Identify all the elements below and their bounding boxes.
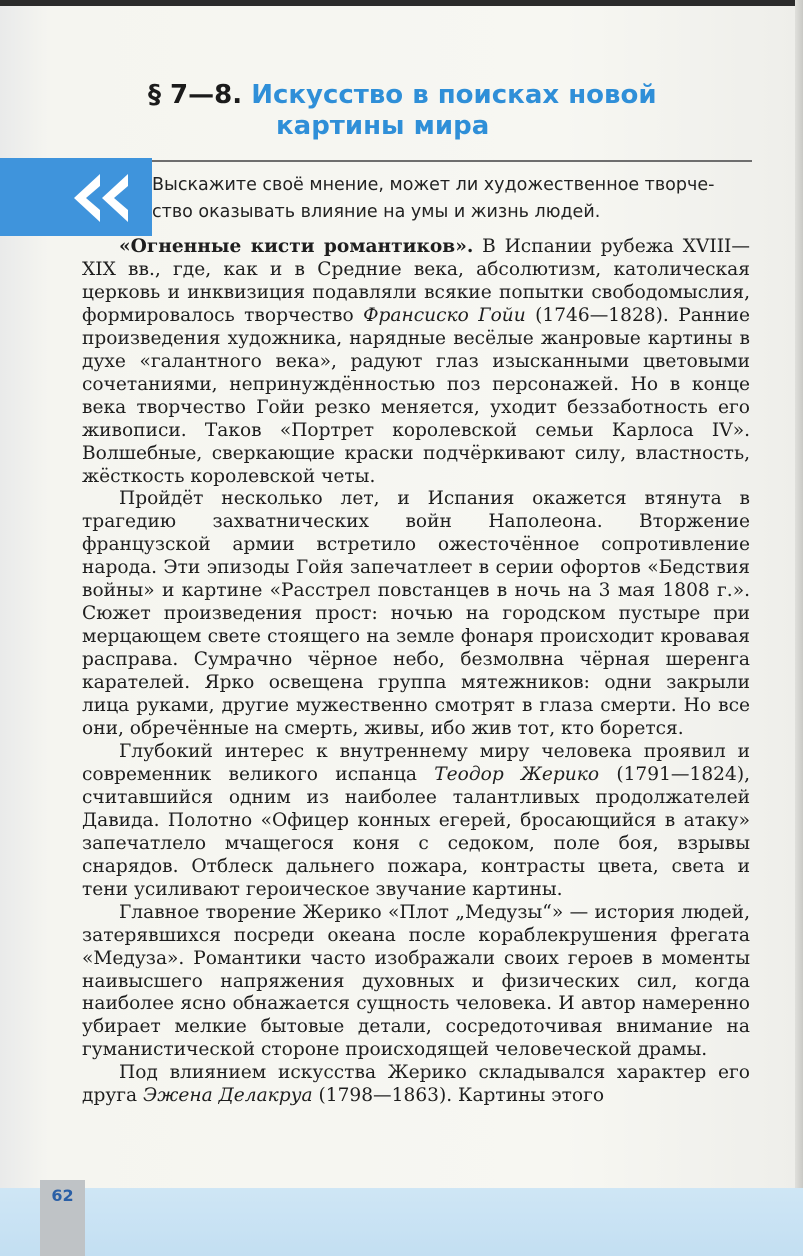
page-right-edge <box>795 0 803 1256</box>
page-title <box>148 80 768 142</box>
footer-band <box>0 1188 803 1256</box>
artist-name: Эжена Делакруа <box>143 1085 313 1107</box>
page-top-edge <box>0 0 803 6</box>
paragraph <box>82 236 750 488</box>
artist-name: Теодор Жерико <box>434 763 600 785</box>
paragraph-text: (1798—1863). Картины этого <box>312 1085 605 1107</box>
section-title-line1: Искусство в поисках новой <box>251 80 657 110</box>
paragraph-text: (1746—1828). Ранние произведения художника, нарядные весёлые жанровые картины в духе «галантного века», радуют глаз изысканными цветовыми сочетаниями, непринуждённостью поз персонажей. Но в конце века творчество Гойи резко меняется, уходит беззаботность его живописи. Таков «Портрет королевской семьи Карлоса IV». Волшебные, сверкающие краски подчёркивают силу, властность, жёсткость королевской четы. <box>82 304 750 487</box>
paragraph: Пройдёт несколько лет, и Испания окажется втянута в трагедию захватнических войн Наполеона. Вторжение французской армии встретило ожесточённое сопротивление народа. Эти эпизоды Гойя запечатлеет в серии офортов «Бедствия войны» и картине «Расстрел повстанцев в ночь на 3 мая 1808 г.». Сюжет произведения прост: ночью на городском пустыре при мерцающем свете стоящего на земле фонаря происходит кровавая расправа. Сумрачно чёрное небо, безмолвна чёрная шеренга карателей. Ярко освещена группа мятежников: одни закрыли лица руками, другие мужественно смотрят в глаза смерти. Но все они, обречённые на смерть, живы, ибо жив тот, кто борется. <box>82 488 750 740</box>
paragraph-text: В Испании рубежа XVIII—XIX вв., где, как и в Средние века, абсолютизм, католическая церковь и инквизиция подавляли всякие попытки свободомыслия, формировалось творчество <box>82 236 750 326</box>
paragraph <box>82 741 750 902</box>
paragraph <box>82 1062 750 1108</box>
paragraph-text: Глубокий интерес к внутреннему миру человека проявил и современник великого испанца <box>82 740 750 785</box>
paragraph: Главное творение Жерико «Плот „Медузы“» — история людей, затерявшихся посреди океана после кораблекрушения фрегата «Медуза». Романтики часто изображали своих героев в моменты наивысшего напряжения духовных и физических сил, когда наиболее ясно обнажается сущность человека. И автор намеренно убирает мелкие бытовые детали, сосредоточивая внимание на гуманистической стороне происходящей человеческой драмы. <box>82 901 750 1061</box>
page-number: 62 <box>51 1186 74 1205</box>
body-text <box>82 236 750 1108</box>
double-chevron-left-icon <box>72 172 132 224</box>
section-title-line2: картины мира <box>276 111 490 141</box>
question-line-2: ство оказывать влияние на умы и жизнь людей. <box>152 202 601 222</box>
artist-name: Франсиско Гойи <box>363 304 526 326</box>
discussion-question <box>152 172 752 226</box>
question-line-1: Выскажите своё мнение, может ли художественное творче- <box>152 175 715 195</box>
paragraph-text: (1791—1824), считавшийся одним из наиболее талантливых продолжателей Давида. Полотно «Офицер конных егерей, бросающийся в атаку» запечатлело мчащегося коня с седоком, поле боя, взрывы снарядов. Отблеск дальнего пожара, контрасты цвета, света и тени усиливают героическое звучание картины. <box>82 763 750 900</box>
paragraph-lead-heading: «Огненные кисти романтиков». <box>119 236 474 257</box>
question-divider <box>152 160 752 162</box>
section-number: § 7—8. <box>148 80 243 110</box>
paragraph-text: Под влиянием искусства Жерико складывался характер его друга <box>82 1062 750 1107</box>
